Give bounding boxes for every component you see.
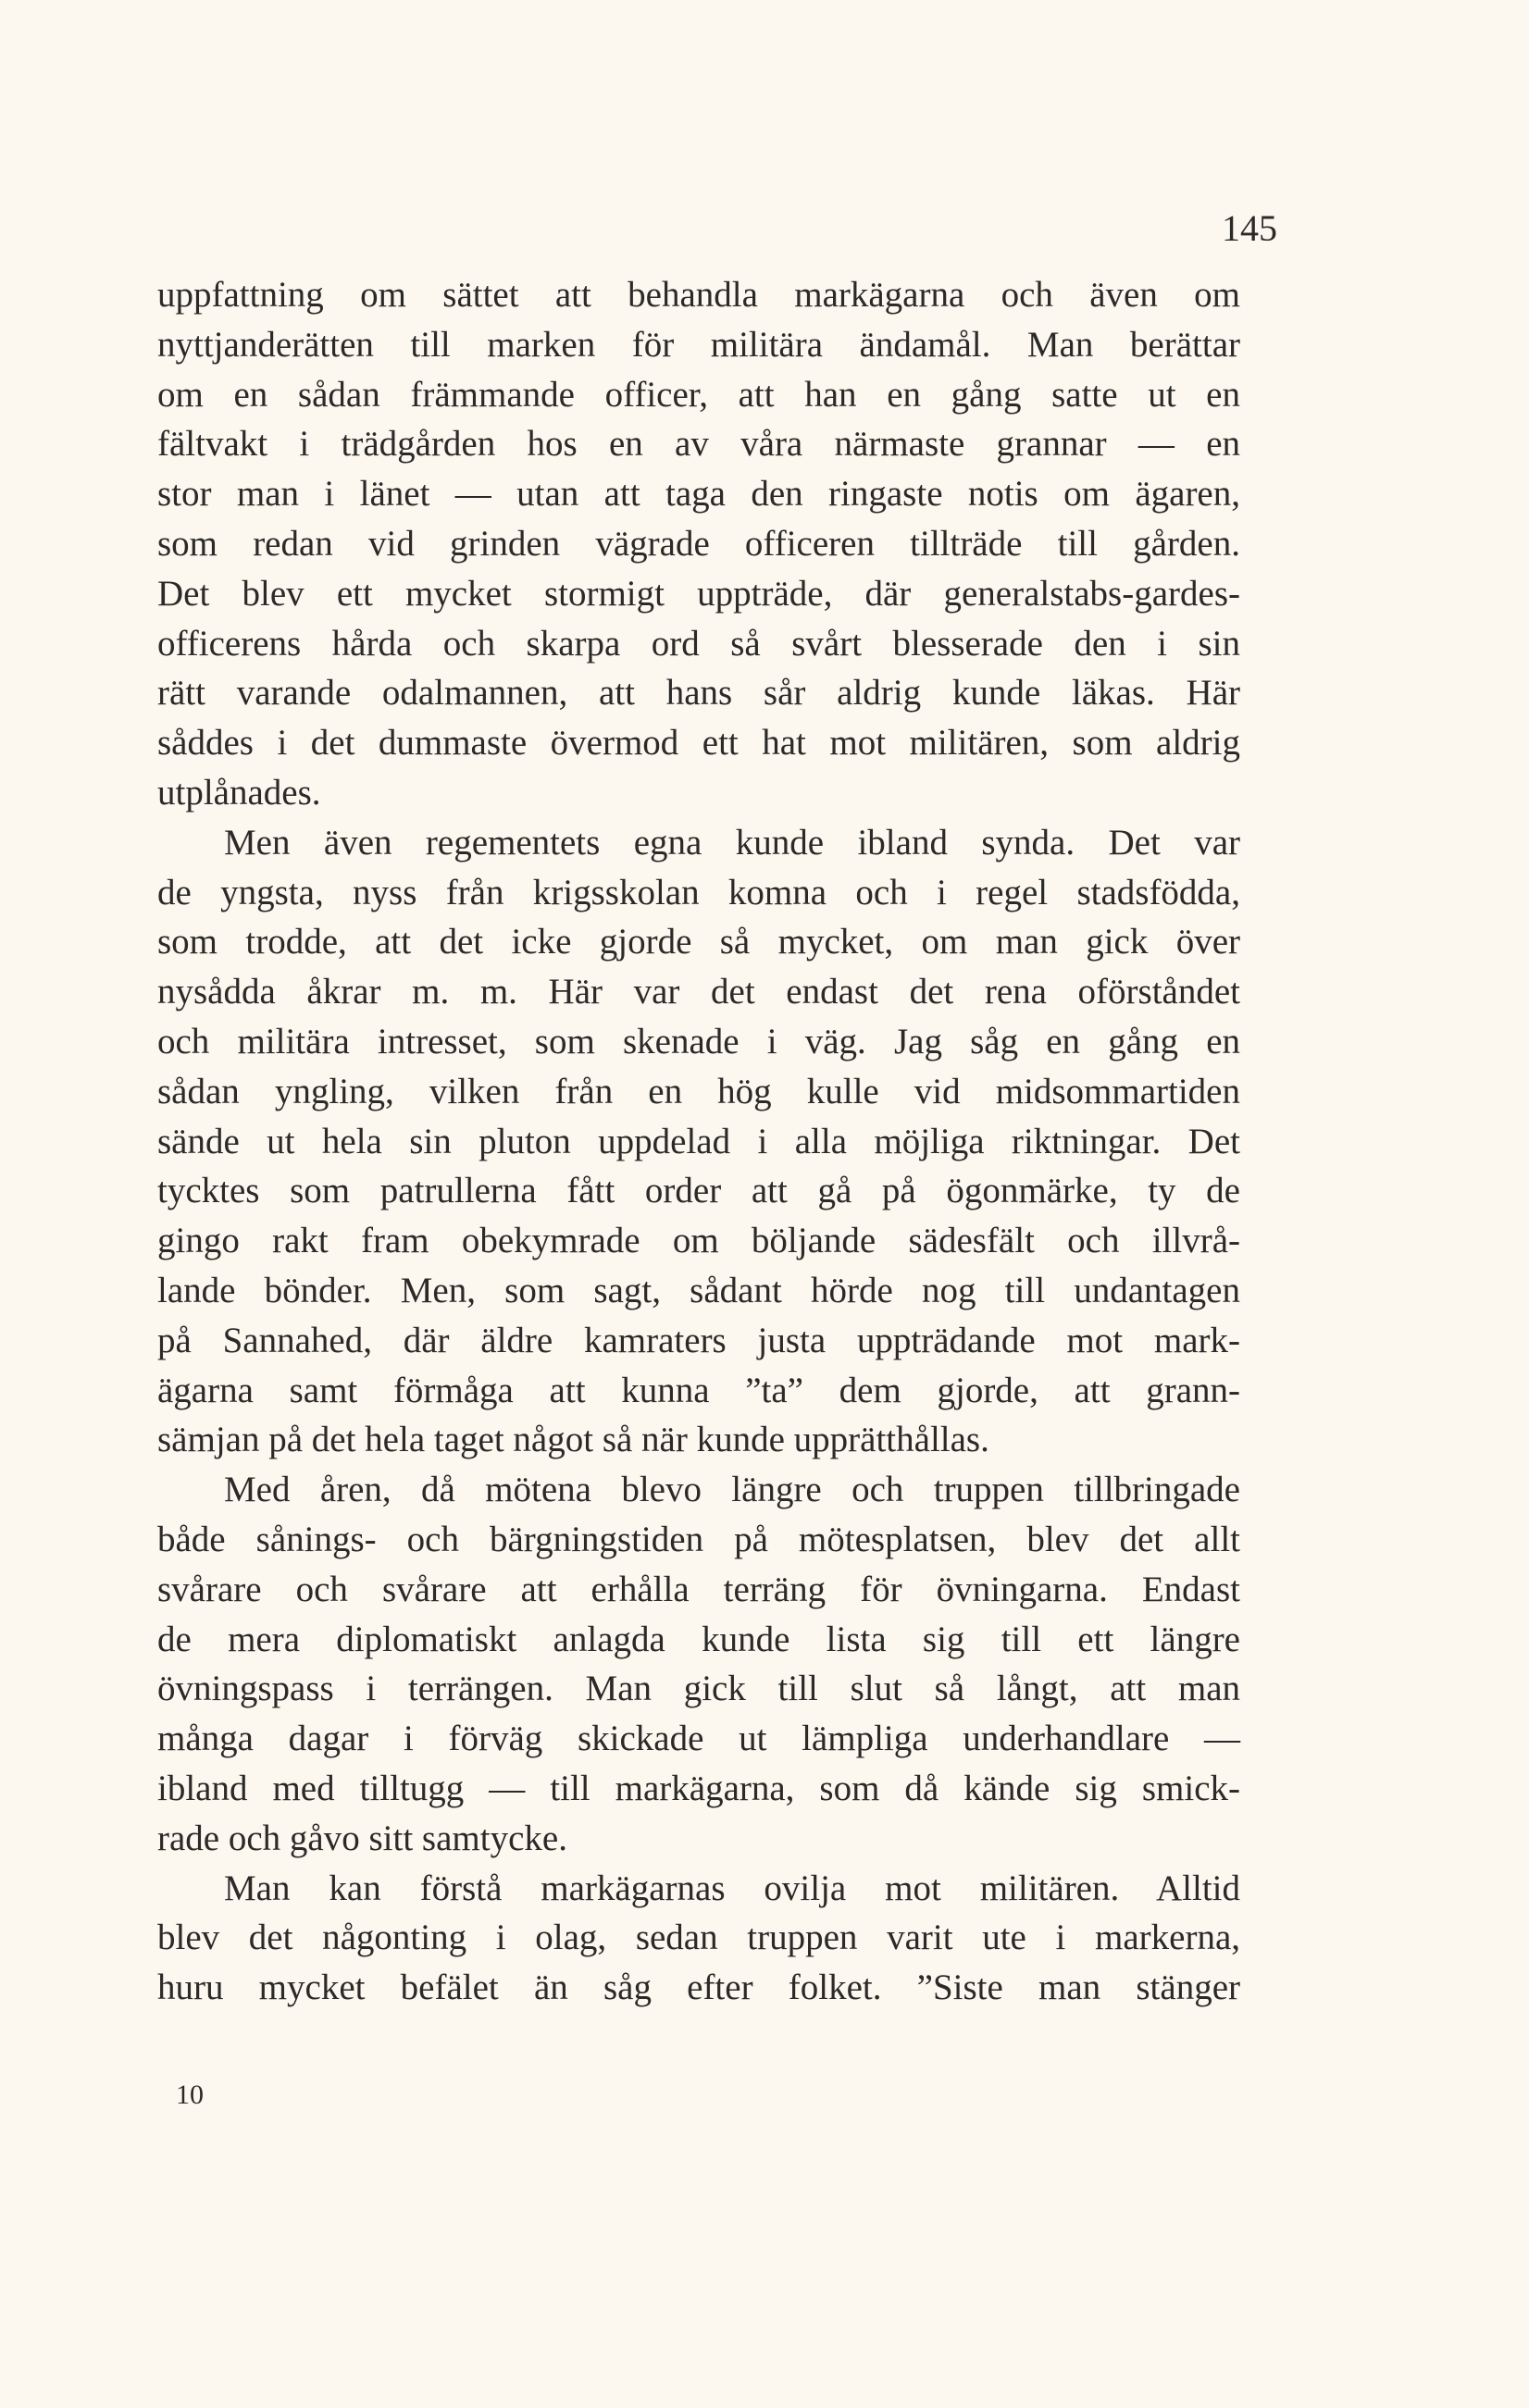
- text-line: sände ut hela sin pluton uppdelad i alla möjliga riktningar. Det: [157, 1121, 1240, 1161]
- text-line: de yngsta, nyss från krigsskolan komna och i regel stadsfödda,: [157, 872, 1240, 912]
- text-line: rätt varande odalmannen, att hans sår aldrig kunde läkas. Här: [157, 673, 1240, 714]
- text-line: övningspass i terrängen. Man gick till slut så långt, att man: [157, 1669, 1240, 1709]
- text-line: sådan yngling, vilken från en hög kulle vid midsommartiden: [157, 1071, 1240, 1111]
- text-line: Med åren, då mötena blevo längre och truppen tillbringade: [224, 1470, 1240, 1510]
- text-line: blev det någonting i olag, sedan truppen varit ute i markerna,: [157, 1918, 1240, 1958]
- text-line: nyttjanderätten till marken för militära ändamål. Man berättar: [157, 324, 1240, 365]
- text-line: som trodde, att det icke gjorde så mycket, om man gick över: [157, 922, 1240, 962]
- text-line: ibland med tilltugg — till markägarna, som då kände sig smick-: [157, 1768, 1240, 1808]
- text-line: Man kan förstå markägarnas ovilja mot militären. Alltid: [224, 1868, 1240, 1908]
- body-text: [157, 270, 1240, 2013]
- text-line: rade och gåvo sitt samtycke.: [157, 1818, 567, 1858]
- text-line: såddes i det dummaste övermod ett hat mot militären, som aldrig: [157, 723, 1240, 763]
- text-line: svårare och svårare att erhålla terräng för övningarna. Endast: [157, 1569, 1240, 1609]
- text-line: sämjan på det hela taget något så när kunde upprätthållas.: [157, 1420, 989, 1460]
- text-line: de mera diplomatiskt anlagda kunde lista sig till ett längre: [157, 1619, 1240, 1659]
- text-line: många dagar i förväg skickade ut lämpliga underhandlare —: [157, 1719, 1240, 1759]
- text-line: som redan vid grinden vägrade officeren tillträde till gården.: [157, 523, 1240, 564]
- text-line: och militära intresset, som skenade i väg. Jag såg en gång en: [157, 1021, 1240, 1061]
- text-line: tycktes som patrullerna fått order att gå på ögonmärke, ty de: [157, 1171, 1240, 1211]
- text-line: stor man i länet — utan att taga den ringaste notis om ägaren,: [157, 474, 1240, 515]
- text-line: officerens hårda och skarpa ord så svårt blesserade den i sin: [157, 623, 1240, 664]
- text-line: om en sådan främmande officer, att han en gång satte ut en: [157, 374, 1240, 415]
- page-number: 145: [1222, 207, 1277, 249]
- signature-mark: 10: [176, 2079, 204, 2110]
- text-line: nysådda åkrar m. m. Här var det endast det rena oförståndet: [157, 972, 1240, 1012]
- text-line: Men även regementets egna kunde ibland synda. Det var: [224, 822, 1240, 863]
- text-line: huru mycket befälet än såg efter folket. ”Siste man stänger: [157, 1967, 1240, 2008]
- text-line: uppfattning om sättet att behandla markägarna och även om: [157, 275, 1240, 315]
- text-line: fältvakt i trädgården hos en av våra närmaste grannar — en: [157, 424, 1240, 465]
- text-line: lande bönder. Men, som sagt, sådant hörde nog till undantagen: [157, 1270, 1240, 1310]
- text-line: gingo rakt fram obekymrade om böljande sädesfält och illvrå-: [157, 1221, 1240, 1261]
- text-line: både sånings- och bärgningstiden på mötesplatsen, blev det allt: [157, 1519, 1240, 1559]
- text-line: Det blev ett mycket stormigt uppträde, där generalstabs-gardes-: [157, 573, 1240, 614]
- text-line: på Sannahed, där äldre kamraters justa uppträdande mot mark-: [157, 1320, 1240, 1360]
- text-line: utplånades.: [157, 772, 321, 813]
- text-line: ägarna samt förmåga att kunna ”ta” dem gjorde, att grann-: [157, 1370, 1240, 1410]
